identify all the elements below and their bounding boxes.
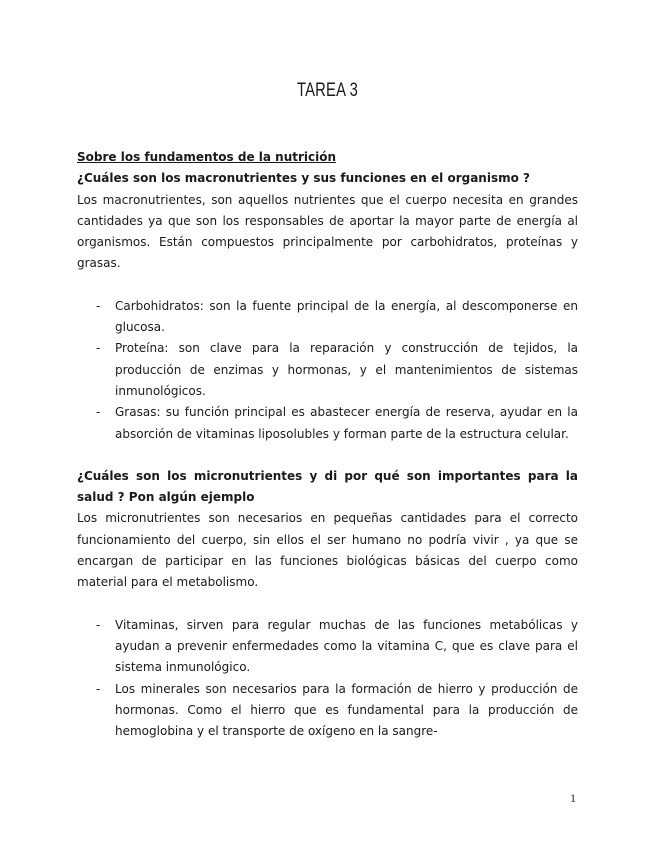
page-number: 1: [570, 791, 576, 805]
list-dash: -: [96, 405, 101, 420]
list-item-minerales: [77, 679, 578, 743]
list-item-text: Proteína: son clave para la reparación y construcción de tejidos, la producción de enzimas y hormonas, y el mantenimientos de sistemas inmunológicos.: [115, 341, 578, 398]
spacer: [77, 445, 578, 466]
paragraph-macronutrients: Los macronutrientes, son aquellos nutrientes que el cuerpo necesita en grandes cantidades ya que son los responsables de aportar la mayor parte de energía al organismos. Están compuestos principalmente por carbohidratos, proteínas y grasas.: [77, 192, 578, 271]
list-item-text: Grasas: su función principal es abastecer energía de reserva, ayudar en la absorción de vitaminas liposolubles y forman parte de la estructura celular.: [115, 405, 578, 441]
list-item-proteina: [77, 338, 578, 402]
list-dash: -: [96, 681, 101, 696]
spacer: [77, 275, 578, 296]
list-item-vitaminas: [77, 615, 578, 679]
paragraph-micronutrients: Los micronutrientes son necesarios en pequeñas cantidades para el correcto funcionamiento del cuerpo, sin ellos el ser humano no podría vivir , ya que se encargan de participar en las funciones biológicas básicas del cuerpo como material para el metabolismo.: [77, 511, 578, 590]
document-title: TAREA 3: [297, 80, 358, 101]
question-macronutrients: ¿Cuáles son los macronutrientes y sus funciones en el organismo ?: [77, 171, 530, 186]
question-micronutrients: ¿Cuáles son los micronutrientes y di por qué son importantes para la salud ? Pon algún ejemplo: [77, 468, 578, 505]
list-item-text: Los minerales son necesarios para la formación de hierro y producción de hormonas. Como el hierro que es fundamental para la producción de hemoglobina y el transporte de oxígeno en la sangre-: [115, 681, 578, 739]
micronutrients-list: [77, 615, 578, 743]
list-dash: -: [96, 341, 101, 356]
macronutrients-list: [77, 296, 578, 445]
list-item-carbohidratos: [77, 296, 578, 339]
list-dash: -: [96, 617, 101, 632]
document-body: [77, 147, 578, 742]
spacer: [77, 594, 578, 615]
list-item-text: Vitaminas, sirven para regular muchas de las funciones metabólicas y ayudan a prevenir enfermedades como la vitamina C, que es clave para el sistema inmunológico.: [115, 617, 578, 675]
list-dash: -: [96, 298, 101, 313]
list-item-grasas: [77, 402, 578, 445]
section-heading: Sobre los fundamentos de la nutrición: [77, 150, 337, 164]
list-item-text: Carbohidratos: son la fuente principal de la energía, al descomponerse en glucosa.: [115, 298, 578, 335]
